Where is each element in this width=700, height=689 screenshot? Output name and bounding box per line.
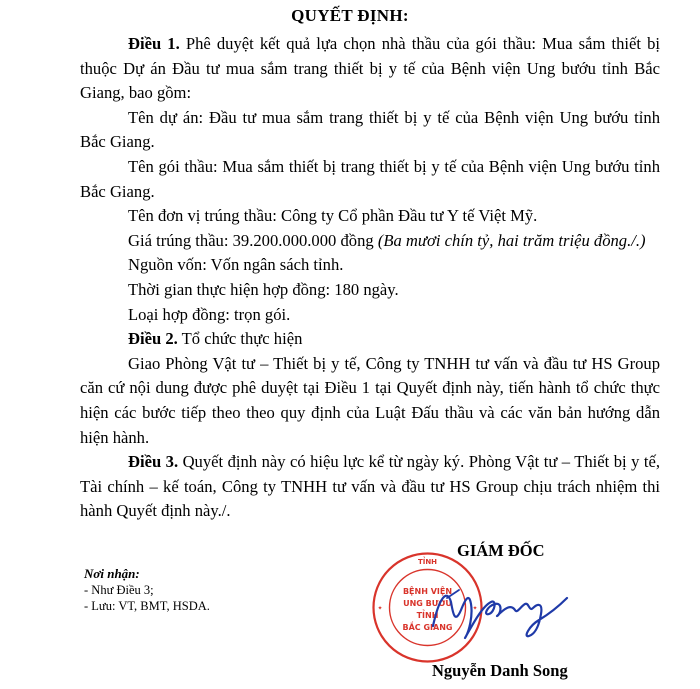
handwritten-signature bbox=[425, 568, 575, 648]
svg-text:✦: ✦ bbox=[377, 605, 383, 612]
contract-duration: Thời gian thực hiện hợp đồng: 180 ngày. bbox=[128, 279, 399, 299]
recipients-title: Nơi nhận: bbox=[84, 566, 140, 581]
seal-text-line: UNG BƯỚU bbox=[403, 599, 452, 608]
article-1 bbox=[80, 32, 660, 106]
article-3-label: Điều 3. bbox=[128, 452, 179, 472]
recipient-item: - Như Điều 3; bbox=[84, 583, 154, 597]
decision-heading: QUYẾT ĐỊNH: bbox=[291, 6, 409, 25]
signer-name: Nguyễn Danh Song bbox=[432, 661, 568, 680]
project-name: Tên dự án: Đầu tư mua sắm trang thiết bị y tế của Bệnh viện Ung bướu tỉnh Bắc Giang. bbox=[80, 107, 660, 152]
contract-type: Loại hợp đồng: trọn gói. bbox=[128, 304, 291, 324]
article-2-text: Giao Phòng Vật tư – Thiết bị y tế, Công ty TNHH tư vấn và đầu tư HS Group căn cứ nội dung được phê duyệt tại Điều 1 tại Quyết định này, tiến hành tổ chức thực hiện các bước tiếp theo theo quy định của Luật Đấu thầu và các văn bản hướng dẫn hiện hành. bbox=[80, 353, 660, 447]
winning-bidder: Tên đơn vị trúng thầu: Công ty Cổ phần Đầu tư Y tế Việt Mỹ. bbox=[128, 206, 538, 226]
recipient-item: - Lưu: VT, BMT, HSDA. bbox=[84, 599, 210, 613]
winning-price bbox=[80, 229, 660, 254]
article-2-label: Điều 2. bbox=[128, 329, 178, 349]
seal-text-line: TỈNH bbox=[416, 611, 439, 620]
seal-text-top: TỈNH bbox=[417, 558, 438, 566]
package-name: Tên gói thầu: Mua sắm thiết bị trang thiết bị y tế của Bệnh viện Ung bướu tỉnh Bắc Giang. bbox=[80, 156, 660, 201]
decision-body bbox=[80, 32, 660, 524]
seal-text-line: BỆNH VIỆN bbox=[402, 587, 453, 596]
funding-source: Nguồn vốn: Vốn ngân sách tỉnh. bbox=[128, 255, 344, 275]
article-2-title: Tổ chức thực hiện bbox=[181, 329, 303, 349]
signer-title: GIÁM ĐỐC bbox=[457, 541, 545, 560]
article-3-text: Quyết định này có hiệu lực kể từ ngày ký. Phòng Vật tư – Thiết bị y tế, Tài chính – kế toán, Công ty TNHH tư vấn và đầu tư HS Group chịu trách nhiệm thi hành Quyết định này./. bbox=[80, 452, 660, 521]
svg-text:✦: ✦ bbox=[472, 605, 478, 612]
article-3 bbox=[80, 450, 660, 524]
recipients bbox=[84, 566, 210, 614]
winning-price-label: Giá trúng thầu: 39.200.000.000 đồng bbox=[128, 230, 374, 250]
article-1-label: Điều 1. bbox=[128, 34, 180, 53]
seal-text-line: BẮC GIANG bbox=[402, 623, 453, 632]
article-1-text: Phê duyệt kết quả lựa chọn nhà thầu của gói thầu: Mua sắm thiết bị thuộc Dự án Đầu tư mua sắm trang thiết bị y tế của Bệnh viện Ung bướu tỉnh Bắc Giang, bao gồm: bbox=[80, 34, 661, 103]
winning-price-words: (Ba mươi chín tỷ, hai trăm triệu đồng./.) bbox=[377, 230, 646, 250]
article-2 bbox=[80, 327, 660, 352]
